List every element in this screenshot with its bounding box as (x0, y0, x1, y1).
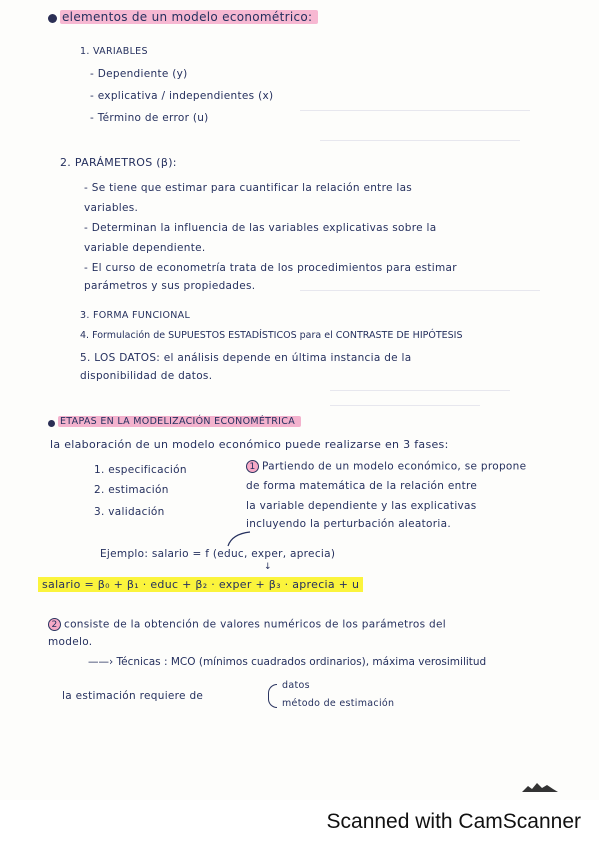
especificacion-note-line: 1 Partiendo de un modelo económico, se propone (246, 460, 526, 473)
especificacion-note-line: de forma matemática de la relación entre (246, 480, 478, 492)
requirement-item: datos (282, 680, 310, 691)
regression-equation: salario = β₀ + β₁ · educ + β₂ · exper + β₃ · aprecia + u (38, 578, 363, 591)
datos-line: disponibilidad de datos. (80, 370, 213, 382)
fases-intro: la elaboración de un modelo económico puede realizarse en 3 fases: (50, 438, 449, 451)
bleed-through-line (330, 390, 510, 391)
variables-heading: 1. VARIABLES (80, 46, 148, 57)
bleed-through-line (330, 405, 480, 406)
section1-title: elementos de un modelo econométrico: (60, 10, 318, 24)
camscanner-watermark: Scanned with CamScanner (326, 810, 581, 833)
variable-explicativa: - explicativa / independientes (x) (90, 90, 274, 102)
curved-arrow-icon (226, 528, 256, 548)
phase-especificacion: 1. especificación (94, 464, 187, 476)
parametros-line: - Determinan la influencia de las variables explicativas sobre la (84, 222, 437, 234)
estimacion-requiere: la estimación requiere de (62, 690, 204, 702)
parametros-heading: 2. PARÁMETROS (β): (60, 156, 177, 169)
forma-funcional: 3. FORMA FUNCIONAL (80, 310, 191, 321)
parametros-line: variables. (84, 202, 139, 214)
formulacion-supuestos: 4. Formulación de SUPUESTOS ESTADÍSTICOS para el CONTRASTE DE HIPÓTESIS (80, 330, 463, 341)
ink-smudge (520, 780, 560, 794)
requirement-item: método de estimación (282, 698, 395, 709)
variable-dependiente: - Dependiente (y) (90, 68, 188, 80)
parametros-line: variable dependiente. (84, 242, 206, 254)
phase-validacion: 3. validación (94, 506, 165, 518)
down-arrow-icon: ↓ (264, 562, 272, 572)
section2-title: ETAPAS EN LA MODELIZACIÓN ECONOMÉTRICA (58, 416, 301, 427)
estimacion-line: modelo. (48, 636, 93, 648)
especificacion-note-line: incluyendo la perturbación aleatoria. (246, 518, 451, 530)
bullet-dot-icon (48, 420, 55, 427)
datos-line: 5. LOS DATOS: el análisis depende en última instancia de la (80, 352, 412, 364)
estimacion-line: 2 consiste de la obtención de valores numéricos de los parámetros del (48, 618, 446, 631)
bleed-through-line (300, 290, 540, 291)
example-line: Ejemplo: salario = f (educ, exper, aprecia) (100, 548, 336, 560)
bleed-through-line (320, 140, 520, 141)
circled-number-icon: 1 (246, 460, 259, 473)
phase-estimacion: 2. estimación (94, 484, 169, 496)
bleed-through-line (300, 110, 530, 111)
brace-icon (268, 684, 277, 708)
tecnicas-line: ——› Técnicas : MCO (mínimos cuadrados ordinarios), máxima verosimilitud (88, 656, 487, 668)
parametros-line: - El curso de econometría trata de los procedimientos para estimar (84, 262, 457, 274)
circled-number-icon: 2 (48, 618, 61, 631)
bullet-dot-icon (48, 14, 57, 23)
parametros-line: - Se tiene que estimar para cuantificar la relación entre las (84, 182, 413, 194)
especificacion-note-line: la variable dependiente y las explicativas (246, 500, 477, 512)
variable-error: - Término de error (u) (90, 112, 209, 124)
parametros-line: parámetros y sus propiedades. (84, 280, 256, 292)
